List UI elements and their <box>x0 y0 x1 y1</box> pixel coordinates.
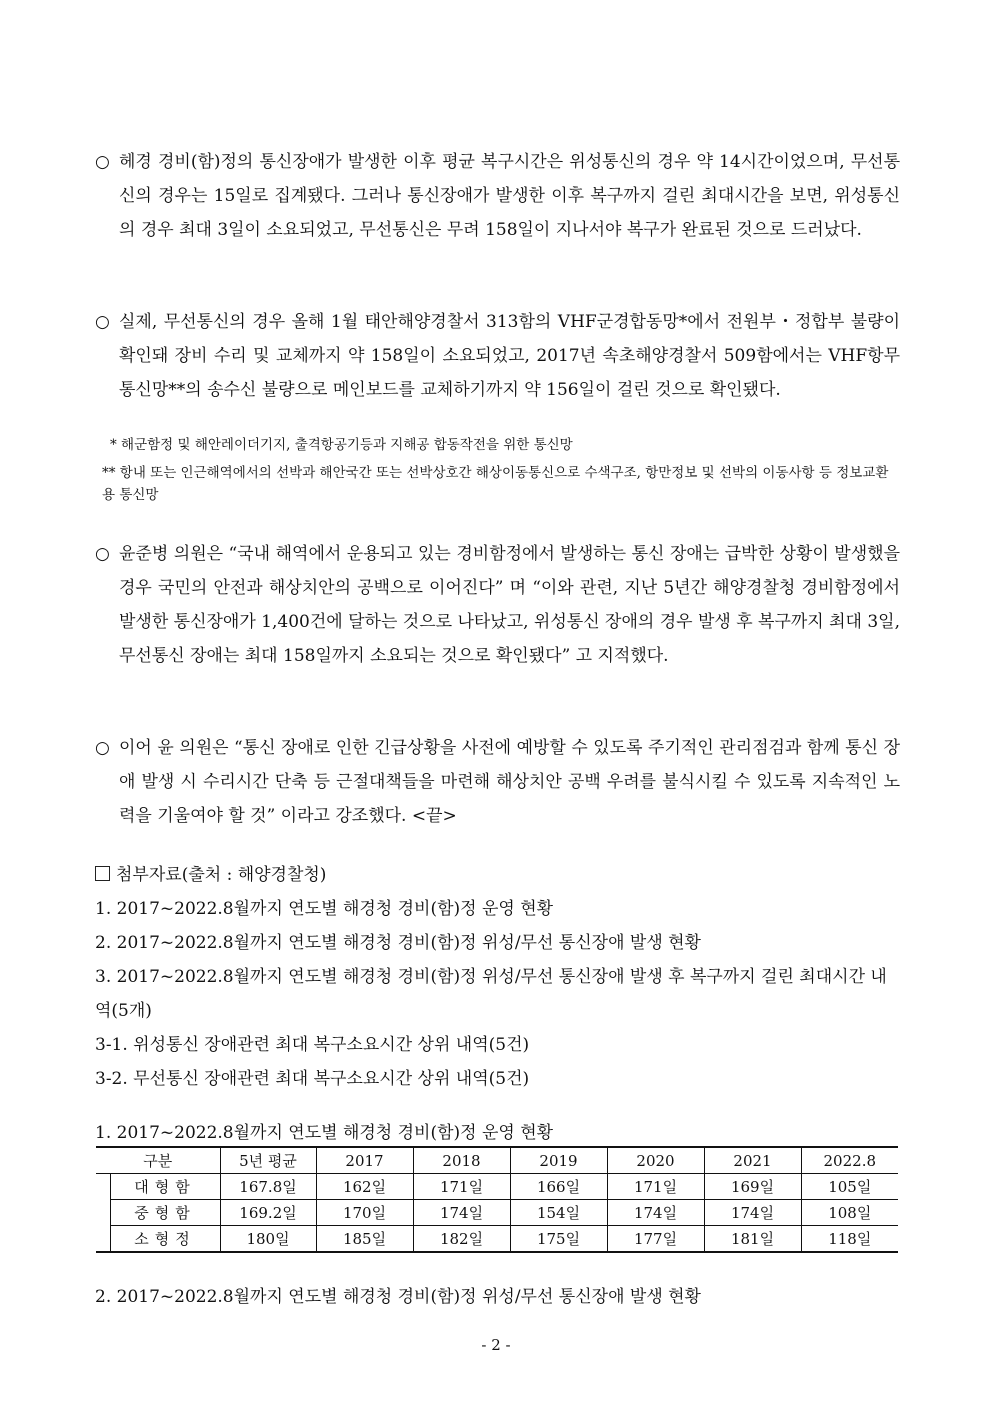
table-category-cell: 대형함 <box>110 1174 220 1200</box>
table-header-row <box>96 1147 898 1174</box>
footnote-mark: * <box>110 437 117 453</box>
footnote-mark: ** <box>102 465 116 481</box>
attachment-item: 3-2. 무선통신 장애관련 최대 복구소요시간 상위 내역(5건) <box>95 1069 530 1089</box>
attachment-item: 2. 2017~2022.8월까지 연도별 해경청 경비(함)정 위성/무선 통신장애 발생 현황 <box>95 933 701 953</box>
footnote-2 <box>102 462 900 506</box>
table-cell: 180일 <box>220 1226 316 1253</box>
table-category-cell: 소형정 <box>110 1226 220 1253</box>
bullet-circle: ○ <box>95 312 110 332</box>
bullet-circle: ○ <box>95 544 110 564</box>
table-cell: 182일 <box>413 1226 510 1253</box>
paragraph-text: 실제, 무선통신의 경우 올해 1월 태안해양경찰서 313함의 VHF군경합동망*에서 전원부・정합부 불량이 확인돼 장비 수리 및 교체까지 약 158일이 소요되었고, 2017년 속초해양경찰서 509함에서는 VHF항무통신망**의 송수신 불량으로 메인보드를 교체하기까지 약 156일이 걸린 것으로 확인됐다. <box>119 312 900 400</box>
table-category-cell: 중형함 <box>110 1200 220 1226</box>
footnote-text: 해군함정 및 해안레이더기지, 출격항공기등과 지해공 합동작전을 위한 통신망 <box>121 437 573 453</box>
attachments-list <box>95 858 900 1096</box>
paragraph-text: 윤준병 의원은 “국내 해역에서 운용되고 있는 경비함정에서 발생하는 통신 장애는 급박한 상황이 발생했을 경우 국민의 안전과 해상치안의 공백으로 이어진다” 며 “이와 관련, 지난 5년간 해양경찰청 경비함정에서 발생한 통신장애가 1,400건에 달하는 것으로 나타났고, 위성통신 장애의 경우 발생 후 복구까지 최대 3일, 무선통신 장애는 최대 158일까지 소요되는 것으로 확인됐다” 고 지적했다. <box>119 544 900 666</box>
attachment-item: 1. 2017~2022.8월까지 연도별 해경청 경비(함)정 운영 현황 <box>95 899 554 919</box>
paragraph-1 <box>95 145 900 247</box>
table-cell: 185일 <box>316 1226 413 1253</box>
paragraph-text: 헤경 경비(함)정의 통신장애가 발생한 이후 평균 복구시간은 위성통신의 경우 약 14시간이었으며, 무선통신의 경우는 15일로 집계됐다. 그러나 통신장애가 발생한 이후 복구까지 걸린 최대시간을 보면, 위성통신의 경우 최대 3일이 소요되었고, 무선통신은 무려 158일이 지나서야 복구가 완료된 것으로 드러났다. <box>119 152 900 240</box>
table-cell: 181일 <box>704 1226 801 1253</box>
table-cell: 169일 <box>704 1174 801 1200</box>
attachment-item: 3-1. 위성통신 장애관련 최대 복구소요시간 상위 내역(5건) <box>95 1035 530 1055</box>
table-header-cell: 구분 <box>96 1147 220 1174</box>
table-cell: 175일 <box>510 1226 607 1253</box>
table-indent-cell <box>96 1174 110 1200</box>
paragraph-text: 이어 윤 의원은 “통신 장애로 인한 긴급상황을 사전에 예방할 수 있도록 주기적인 관리점검과 함께 통신 장애 발생 시 수리시간 단축 등 근절대책들을 마련해 해상치안 공백 우려를 불식시킬 수 있도록 지속적인 노력을 기울여야 할 것” 이라고 강조했다. <끝> <box>119 738 900 826</box>
table-header-cell: 2021 <box>704 1147 801 1174</box>
table-header-cell: 2019 <box>510 1147 607 1174</box>
table-header-cell: 5년 평균 <box>220 1147 316 1174</box>
table-indent-cell <box>96 1226 110 1253</box>
table-row <box>96 1174 898 1200</box>
table-header-cell: 2018 <box>413 1147 510 1174</box>
table-cell: 166일 <box>510 1174 607 1200</box>
paragraph-2 <box>95 305 900 407</box>
table-cell: 162일 <box>316 1174 413 1200</box>
attachment-item: 3. 2017~2022.8월까지 연도별 해경청 경비(함)정 위성/무선 통신장애 발생 후 복구까지 걸린 최대시간 내역(5개) <box>95 967 887 1021</box>
paragraph-3 <box>95 537 900 673</box>
table-cell: 177일 <box>607 1226 704 1253</box>
section-2-title: 2. 2017~2022.8월까지 연도별 해경청 경비(함)정 위성/무선 통신장애 발생 현황 <box>95 1287 701 1307</box>
table-header-cell: 2017 <box>316 1147 413 1174</box>
footnote-1 <box>110 434 900 456</box>
table-cell: 170일 <box>316 1200 413 1226</box>
table-row <box>96 1226 898 1253</box>
table-cell: 167.8일 <box>220 1174 316 1200</box>
paragraph-4 <box>95 731 900 833</box>
table-row <box>96 1200 898 1226</box>
table-cell: 174일 <box>607 1200 704 1226</box>
table-cell: 171일 <box>607 1174 704 1200</box>
table-cell: 174일 <box>704 1200 801 1226</box>
bullet-circle: ○ <box>95 152 110 172</box>
page-number: - 2 - <box>481 1336 511 1354</box>
table-cell: 154일 <box>510 1200 607 1226</box>
section-1-title: 1. 2017~2022.8월까지 연도별 해경청 경비(함)정 운영 현황 <box>95 1123 554 1143</box>
operations-table <box>96 1146 898 1253</box>
table-cell: 169.2일 <box>220 1200 316 1226</box>
table-cell: 174일 <box>413 1200 510 1226</box>
table-cell: 171일 <box>413 1174 510 1200</box>
footnote-text: 항내 또는 인근해역에서의 선박과 해안국간 또는 선박상호간 해상이동통신으로 수색구조, 항만정보 및 선박의 이동사항 등 정보교환용 통신망 <box>102 465 889 503</box>
attachments-header: 첨부자료(출처 : 해양경찰청) <box>95 858 900 892</box>
table-indent-cell <box>96 1200 110 1226</box>
table-cell: 105일 <box>801 1174 898 1200</box>
table-cell: 118일 <box>801 1226 898 1253</box>
bullet-circle: ○ <box>95 738 110 758</box>
table-cell: 108일 <box>801 1200 898 1226</box>
table-header-cell: 2020 <box>607 1147 704 1174</box>
table-header-cell: 2022.8 <box>801 1147 898 1174</box>
checkbox-square-icon <box>95 866 110 881</box>
